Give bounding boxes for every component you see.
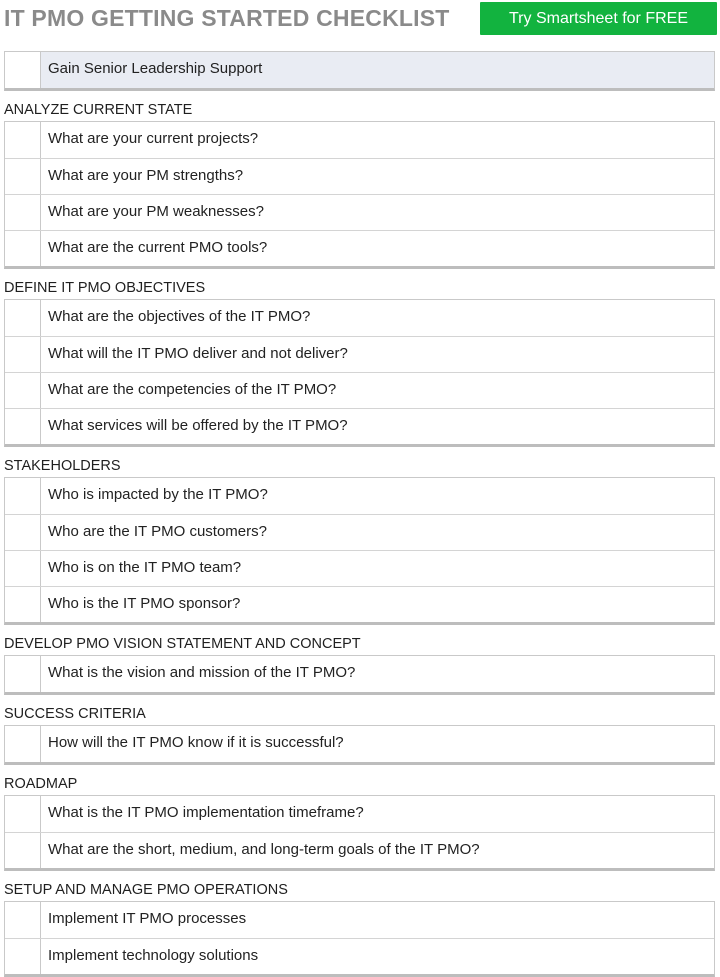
checkbox-cell[interactable] [5,656,41,692]
checklist-item-label: What are the current PMO tools? [48,239,268,256]
checklist-row [5,832,714,868]
checkbox-cell[interactable] [5,833,41,868]
checkbox-cell[interactable] [5,902,41,938]
section-heading: DEVELOP PMO VISION STATEMENT AND CONCEPT [4,636,361,652]
checklist-row [5,230,714,266]
checkbox-cell[interactable] [5,373,41,408]
checklist-section [4,655,715,695]
checklist-row [5,336,714,372]
checklist-row [5,586,714,622]
checkbox-cell[interactable] [5,587,41,622]
checkbox-cell[interactable] [5,478,41,514]
checklist-section [4,901,715,977]
checklist-section [4,725,715,765]
checklist-row [5,796,714,832]
checklist-item-label: Implement technology solutions [48,947,259,964]
checklist-item-label: What are the competencies of the IT PMO? [48,381,337,398]
checklist-row [5,300,714,336]
checklist-item-label: Who is the IT PMO sponsor? [48,595,241,612]
checkbox-cell[interactable] [5,409,41,444]
checklist-item-label: What are your current projects? [48,130,259,147]
checklist-item-label: Who is on the IT PMO team? [48,559,242,576]
checkbox-cell[interactable] [5,726,41,762]
checklist-section [4,299,715,447]
section-heading: ROADMAP [4,776,78,792]
checklist-row [5,938,714,974]
section-heading: STAKEHOLDERS [4,458,121,474]
section-heading: ANALYZE CURRENT STATE [4,102,193,118]
checklist-row [5,514,714,550]
checklist-row [5,372,714,408]
checkbox-cell[interactable] [5,195,41,230]
checklist-row [5,194,714,230]
section-heading: SETUP AND MANAGE PMO OPERATIONS [4,882,288,898]
checklist-item-label: What will the IT PMO deliver and not deliver? [48,345,348,362]
checklist-section [4,51,715,91]
checkbox-cell[interactable] [5,515,41,550]
checklist-row [5,158,714,194]
section-heading: SUCCESS CRITERIA [4,706,146,722]
try-smartsheet-button[interactable]: Try Smartsheet for FREE [480,2,717,35]
checklist-item-label: What is the IT PMO implementation timeframe? [48,804,364,821]
checkbox-cell[interactable] [5,796,41,832]
checklist [0,51,720,977]
checklist-row [5,52,714,88]
checklist-item-label: What services will be offered by the IT PMO? [48,417,348,434]
checkbox-cell[interactable] [5,52,41,88]
checklist-item-label: What is the vision and mission of the IT PMO? [48,664,356,681]
checkbox-cell[interactable] [5,231,41,266]
checklist-row [5,122,714,158]
checklist-item-label: Gain Senior Leadership Support [48,60,263,77]
checklist-row [5,656,714,692]
checkbox-cell[interactable] [5,551,41,586]
checkbox-cell[interactable] [5,300,41,336]
checklist-item-label: Implement IT PMO processes [48,910,247,927]
checklist-section [4,477,715,625]
checkbox-cell[interactable] [5,122,41,158]
checkbox-cell[interactable] [5,337,41,372]
checklist-row [5,478,714,514]
checklist-item-label: Who is impacted by the IT PMO? [48,486,268,503]
checklist-row [5,902,714,938]
checklist-item-label: What are your PM strengths? [48,167,244,184]
checklist-row [5,726,714,762]
checklist-item-label: What are the short, medium, and long-term goals of the IT PMO? [48,841,480,858]
checklist-item-label: Who are the IT PMO customers? [48,523,267,540]
checklist-row [5,408,714,444]
checklist-item-label: How will the IT PMO know if it is successful? [48,734,344,751]
checklist-item-label: What are the objectives of the IT PMO? [48,308,311,325]
checklist-section [4,795,715,871]
checklist-row [5,550,714,586]
checklist-section [4,121,715,269]
page-title: IT PMO GETTING STARTED CHECKLIST [4,5,450,31]
checklist-item-label: What are your PM weaknesses? [48,203,264,220]
section-heading: DEFINE IT PMO OBJECTIVES [4,280,206,296]
checkbox-cell[interactable] [5,159,41,194]
